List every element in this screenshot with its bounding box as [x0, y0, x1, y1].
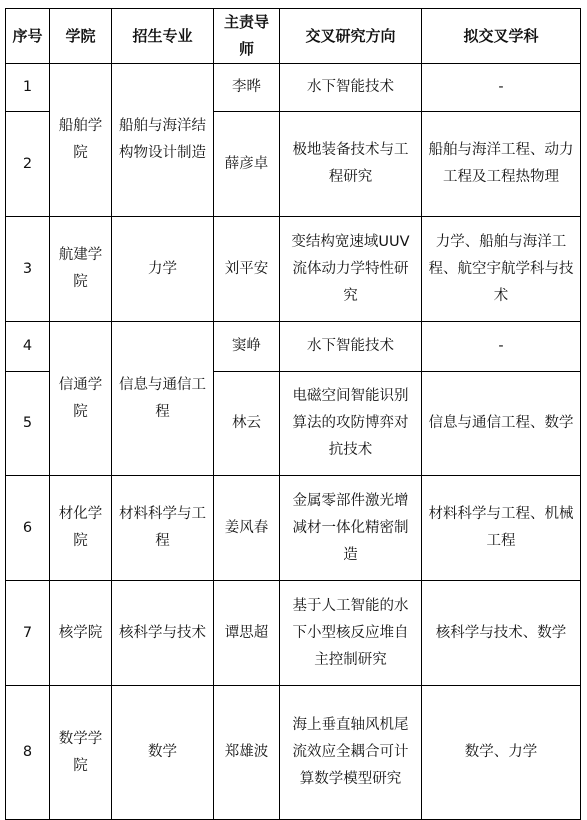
row-mentor: 郑雄波: [214, 686, 280, 820]
row-mentor: 李晔: [214, 64, 280, 112]
row-direction: 电磁空间智能识别算法的攻防博弈对抗技术: [280, 372, 422, 476]
row-direction: 水下智能技术: [280, 64, 422, 112]
row-direction: 金属零部件激光增减材一体化精密制造: [280, 476, 422, 581]
header-major: 招生专业: [112, 9, 214, 64]
row-college: 航建学院: [50, 217, 112, 322]
row-no: 2: [6, 112, 50, 217]
header-subject: 拟交叉学科: [422, 9, 581, 64]
row-college: 信通学院: [50, 322, 112, 476]
table-row: [6, 64, 581, 112]
row-no: 1: [6, 64, 50, 112]
row-subject: 信息与通信工程、数学: [422, 372, 581, 476]
row-no: 5: [6, 372, 50, 476]
row-subject: -: [422, 322, 581, 372]
table-row: [6, 686, 581, 820]
row-mentor: 薛彦卓: [214, 112, 280, 217]
row-major: 核科学与技术: [112, 581, 214, 686]
row-college: 数学学院: [50, 686, 112, 820]
header-mentor: 主责导师: [214, 9, 280, 64]
row-major: 力学: [112, 217, 214, 322]
row-college: 核学院: [50, 581, 112, 686]
row-direction: 变结构宽速域UUV流体动力学特性研究: [280, 217, 422, 322]
row-major: 信息与通信工程: [112, 322, 214, 476]
program-table: [5, 8, 581, 820]
table-row: [6, 476, 581, 581]
header-no: 序号: [6, 9, 50, 64]
table-row: [6, 581, 581, 686]
row-mentor: 姜风春: [214, 476, 280, 581]
row-no: 7: [6, 581, 50, 686]
row-direction: 水下智能技术: [280, 322, 422, 372]
row-direction: 海上垂直轴风机尾流效应全耦合可计算数学模型研究: [280, 686, 422, 820]
row-no: 6: [6, 476, 50, 581]
row-subject: 力学、船舶与海洋工程、航空宇航学科与技术: [422, 217, 581, 322]
row-major: 材料科学与工程: [112, 476, 214, 581]
row-mentor: 窦峥: [214, 322, 280, 372]
row-college: 材化学院: [50, 476, 112, 581]
row-subject: 船舶与海洋工程、动力工程及工程热物理: [422, 112, 581, 217]
row-major: 数学: [112, 686, 214, 820]
header-direction: 交叉研究方向: [280, 9, 422, 64]
row-direction: 基于人工智能的水下小型核反应堆自主控制研究: [280, 581, 422, 686]
row-mentor: 谭思超: [214, 581, 280, 686]
row-subject: 材料科学与工程、机械工程: [422, 476, 581, 581]
row-no: 8: [6, 686, 50, 820]
row-subject: 核科学与技术、数学: [422, 581, 581, 686]
header-college: 学院: [50, 9, 112, 64]
row-subject: -: [422, 64, 581, 112]
row-no: 3: [6, 217, 50, 322]
row-college: 船舶学院: [50, 64, 112, 217]
table-row: [6, 217, 581, 322]
row-major: 船舶与海洋结构物设计制造: [112, 64, 214, 217]
row-no: 4: [6, 322, 50, 372]
table-row: [6, 322, 581, 372]
row-subject: 数学、力学: [422, 686, 581, 820]
row-mentor: 林云: [214, 372, 280, 476]
row-direction: 极地装备技术与工程研究: [280, 112, 422, 217]
header-row: [6, 9, 581, 64]
row-mentor: 刘平安: [214, 217, 280, 322]
